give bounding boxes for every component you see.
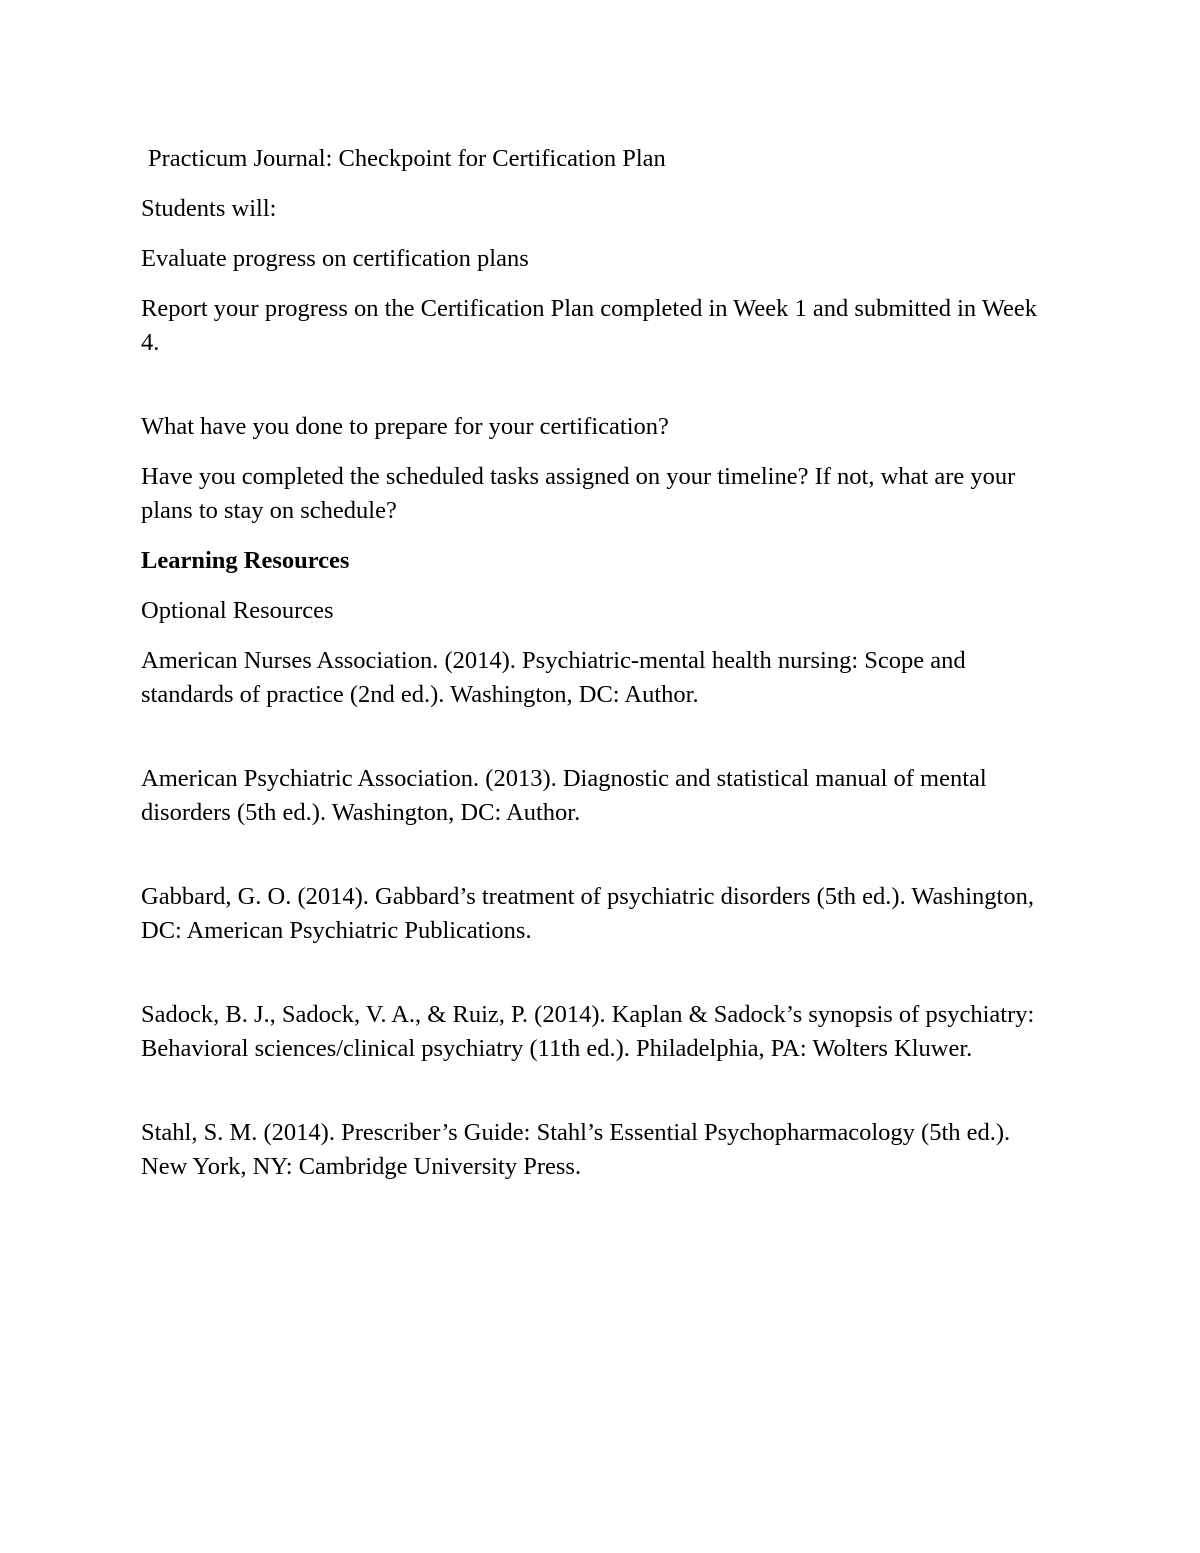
optional-resources-heading: Optional Resources	[141, 597, 334, 624]
objective-text: Evaluate progress on certification plans	[141, 245, 529, 272]
instruction-paragraph: Report your progress on the Certification Plan completed in Week 1 and submitted in Week 4.	[141, 295, 1038, 356]
reference-entry: American Nurses Association. (2014). Psychiatric-mental health nursing: Scope and standards of practice (2nd ed.). Washington, DC: Author.	[141, 647, 966, 708]
students-will-text: Students will:	[141, 195, 277, 222]
question-prepare: What have you done to prepare for your certification?	[141, 413, 669, 440]
reference-entry: American Psychiatric Association. (2013). Diagnostic and statistical manual of mental disorders (5th ed.). Washington, DC: Author.	[141, 765, 987, 826]
document-body	[141, 142, 1061, 1184]
learning-resources-heading: Learning Resources	[141, 547, 350, 574]
reference-entry: Gabbard, G. O. (2014). Gabbard’s treatment of psychiatric disorders (5th ed.). Washington, DC: American Psychiatric Publications.	[141, 883, 1034, 944]
reference-entry: Sadock, B. J., Sadock, V. A., & Ruiz, P. (2014). Kaplan & Sadock’s synopsis of psychiatry: Behavioral sciences/clinical psychiatry (11th ed.). Philadelphia, PA: Wolters Kluwer.	[141, 1001, 1035, 1062]
document-title: Practicum Journal: Checkpoint for Certification Plan	[148, 145, 666, 172]
question-timeline: Have you completed the scheduled tasks assigned on your timeline? If not, what are your plans to stay on schedule?	[141, 463, 1016, 524]
reference-entry: Stahl, S. M. (2014). Prescriber’s Guide: Stahl’s Essential Psychopharmacology (5th ed.). New York, NY: Cambridge University Press.	[141, 1119, 1011, 1180]
